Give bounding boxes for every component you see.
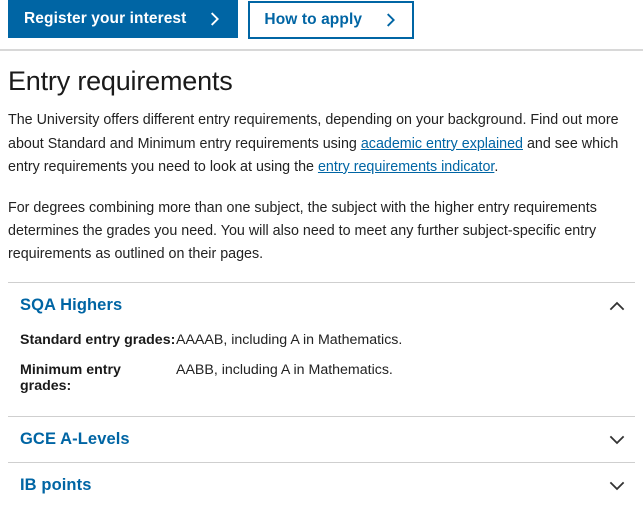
requirement-row [20,332,623,348]
page-content [0,65,643,508]
chevron-up-icon[interactable] [609,298,625,314]
header-divider [0,49,643,51]
entry-requirements-accordion [8,282,635,508]
entry-requirements-indicator-link[interactable]: entry requirements indicator [317,158,495,175]
intro-text-part-2: and see which entry requirements you need to look at using the [8,135,619,175]
accordion-panel-sqa-highers [8,328,635,416]
page-title: Entry requirements [8,66,233,96]
accordion-header-ib-points[interactable] [8,463,635,508]
accordion-title-sqa-highers: SQA Highers [20,296,123,315]
accordion-header-gce-a-levels[interactable] [8,417,635,462]
chevron-right-icon [384,13,398,27]
intro-paragraph-2: For degrees combining more than one subject, the subject with the higher entry requirements determines the grades you need. You will also need to meet any further subject-specific entry requirements as outlined on their pages. [8,199,597,263]
accordion-item-ib-points [8,462,635,508]
accordion-title-ib-points: IB points [20,476,92,495]
minimum-entry-grades-value: AABB, including A in Mathematics. [176,362,393,379]
accordion-item-gce-a-levels [8,416,635,462]
register-your-interest-button[interactable] [8,0,238,38]
how-to-apply-button[interactable] [248,1,414,39]
standard-entry-grades-value: AAAAB, including A in Mathematics. [176,332,403,349]
minimum-entry-grades-label: Minimum entry grades: [20,362,121,395]
intro-text-part-1: The University offers different entry requirements, depending on your background. Find out more about Standard and Minimum entry requirements using [8,112,619,152]
requirement-row [20,362,623,394]
register-your-interest-label: Register your interest [24,10,187,27]
accordion-item-sqa-highers [8,282,635,416]
chevron-down-icon[interactable] [609,478,625,494]
chevron-right-icon [208,12,222,26]
how-to-apply-label: How to apply [264,11,363,28]
accordion-title-gce-a-levels: GCE A-Levels [20,430,130,449]
intro-paragraph-1 [8,109,635,178]
standard-entry-grades-label: Standard entry grades: [20,332,176,349]
intro-text-part-3: . [494,158,499,175]
chevron-down-icon[interactable] [609,432,625,448]
cta-button-bar [0,0,643,48]
accordion-header-sqa-highers[interactable] [8,283,635,328]
academic-entry-explained-link[interactable]: academic entry explained [360,135,523,152]
